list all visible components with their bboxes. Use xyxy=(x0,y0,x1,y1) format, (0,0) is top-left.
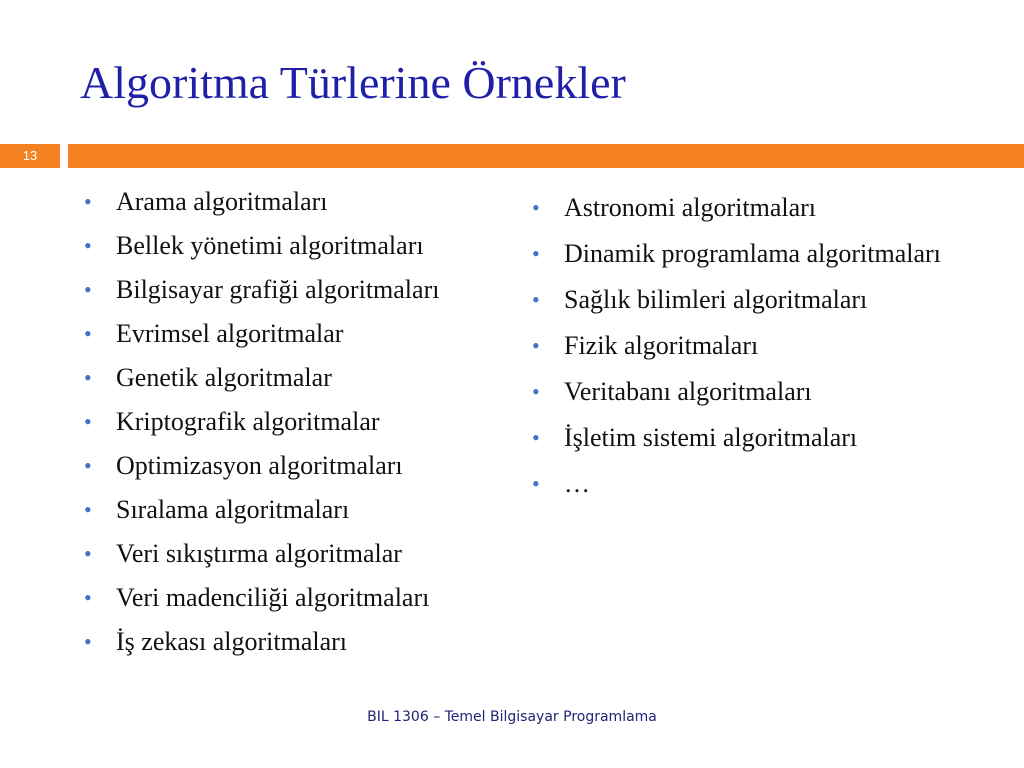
list-item-text: Kriptografik algoritmalar xyxy=(116,407,380,436)
title-divider-bar xyxy=(68,144,1024,168)
bullet-icon: • xyxy=(532,333,540,358)
list-item xyxy=(530,238,1000,270)
list-item xyxy=(530,330,1000,362)
list-item-text: Optimizasyon algoritmaları xyxy=(116,451,403,480)
bullet-icon: • xyxy=(532,425,540,450)
bullet-icon: • xyxy=(84,321,92,346)
bullet-icon: • xyxy=(532,379,540,404)
list-item-text: İş zekası algoritmaları xyxy=(116,627,348,656)
list-item-text: Bilgisayar grafiği algoritmaları xyxy=(116,275,440,304)
list-item-text: Genetik algoritmalar xyxy=(116,363,332,392)
list-item xyxy=(82,450,522,482)
bullet-icon: • xyxy=(84,629,92,654)
slide-footer: BIL 1306 – Temel Bilgisayar Programlama xyxy=(367,709,657,725)
list-item-text: Arama algoritmaları xyxy=(116,187,328,216)
bullet-icon: • xyxy=(532,287,540,312)
list-item-text: Sağlık bilimleri algoritmaları xyxy=(564,285,868,314)
list-item-text: Bellek yönetimi algoritmaları xyxy=(116,231,424,260)
bullet-icon: • xyxy=(84,409,92,434)
list-item xyxy=(82,230,522,262)
list-item-text: İşletim sistemi algoritmaları xyxy=(564,423,858,452)
list-item-text: … xyxy=(564,469,590,498)
list-item-text: Astronomi algoritmaları xyxy=(564,193,817,222)
bullet-icon: • xyxy=(84,277,92,302)
list-item xyxy=(82,318,522,350)
list-item xyxy=(530,192,1000,224)
list-item xyxy=(530,468,1000,500)
bullet-icon: • xyxy=(84,585,92,610)
list-item xyxy=(82,274,522,306)
bullet-icon: • xyxy=(532,241,540,266)
bullet-icon: • xyxy=(84,365,92,390)
list-item-text: Evrimsel algoritmalar xyxy=(116,319,344,348)
bullet-icon: • xyxy=(84,453,92,478)
right-bullet-list xyxy=(530,192,1000,514)
list-item-text: Sıralama algoritmaları xyxy=(116,495,350,524)
list-item xyxy=(82,186,522,218)
left-bullet-list xyxy=(82,186,522,670)
list-item xyxy=(530,422,1000,454)
list-item xyxy=(82,626,522,658)
slide-title: Algoritma Türlerine Örnekler xyxy=(80,57,626,108)
list-item xyxy=(530,284,1000,316)
list-item xyxy=(82,494,522,526)
list-item xyxy=(82,406,522,438)
list-item-text: Dinamik programlama algoritmaları xyxy=(564,239,941,268)
bullet-icon: • xyxy=(84,233,92,258)
bullet-icon: • xyxy=(84,541,92,566)
slide-number-bar xyxy=(0,144,60,168)
bullet-icon: • xyxy=(532,471,540,496)
list-item xyxy=(82,538,522,570)
list-item-text: Veri sıkıştırma algoritmalar xyxy=(116,539,402,568)
slide-number: 13 xyxy=(22,148,38,163)
list-item-text: Veritabanı algoritmaları xyxy=(564,377,812,406)
bullet-icon: • xyxy=(84,189,92,214)
list-item xyxy=(82,582,522,614)
bullet-icon: • xyxy=(532,195,540,220)
list-item xyxy=(82,362,522,394)
bullet-icon: • xyxy=(84,497,92,522)
list-item-text: Veri madenciliği algoritmaları xyxy=(116,583,430,612)
list-item-text: Fizik algoritmaları xyxy=(564,331,759,360)
list-item xyxy=(530,376,1000,408)
